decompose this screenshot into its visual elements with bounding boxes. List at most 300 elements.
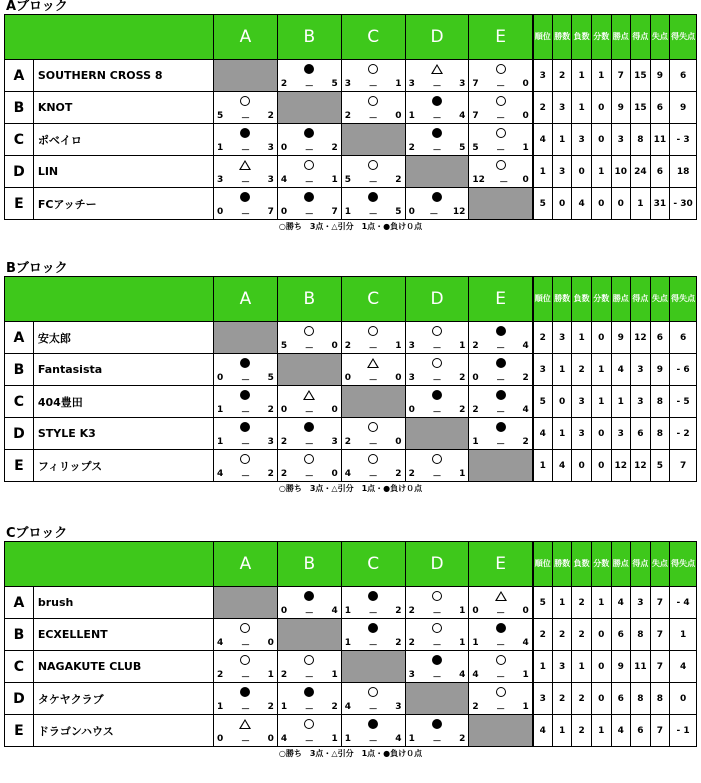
goals-against: 1 xyxy=(395,79,402,89)
header-corner xyxy=(5,542,214,587)
match-result-cell xyxy=(405,124,469,156)
score-dash: － xyxy=(368,114,378,124)
match-result-cell xyxy=(277,587,341,619)
result-mark xyxy=(278,61,341,77)
header-row xyxy=(5,542,697,587)
column-header-e: E xyxy=(469,277,533,322)
win-circle-icon xyxy=(496,655,506,665)
score-dash: － xyxy=(432,376,442,386)
self-match-cell xyxy=(341,124,405,156)
result-mark xyxy=(469,125,531,141)
header-corner xyxy=(5,15,214,60)
result-mark xyxy=(278,387,341,403)
goals-for: 7 xyxy=(472,79,479,89)
result-mark xyxy=(214,684,277,700)
win-circle-icon xyxy=(240,454,250,464)
goals-against: 0 xyxy=(267,638,274,648)
stat-value: 6 xyxy=(611,683,631,715)
stat-value: - 2 xyxy=(670,418,697,450)
goals-for: 3 xyxy=(408,670,415,680)
stat-value: 2 xyxy=(552,683,572,715)
team-row xyxy=(5,418,697,450)
stat-value: 24 xyxy=(631,156,651,188)
result-mark xyxy=(469,323,531,339)
stat-value: - 6 xyxy=(670,354,697,386)
score-dash: － xyxy=(499,178,509,188)
score xyxy=(472,405,528,416)
stat-value: 2 xyxy=(572,619,592,651)
score-dash: － xyxy=(496,440,506,450)
win-circle-icon xyxy=(368,687,378,697)
match-result-cell xyxy=(214,156,278,188)
score xyxy=(345,207,402,218)
goals-against: 2 xyxy=(267,702,274,712)
score xyxy=(281,606,338,617)
score-dash: － xyxy=(240,114,250,124)
score xyxy=(409,469,466,480)
match-result-cell xyxy=(405,619,469,651)
goals-against: 3 xyxy=(267,175,274,185)
score xyxy=(217,670,274,681)
match-result-cell xyxy=(469,619,533,651)
goals-against: 0 xyxy=(395,111,402,121)
goals-for: 2 xyxy=(408,606,415,616)
stat-value: - 30 xyxy=(670,188,697,220)
stat-value: 15 xyxy=(631,60,651,92)
stat-header-label: 失点 xyxy=(651,559,668,568)
match-result-cell xyxy=(277,386,341,418)
goals-against: 3 xyxy=(459,79,466,89)
score xyxy=(472,143,528,154)
stat-value: 1 xyxy=(670,619,697,651)
match-result-cell xyxy=(341,587,405,619)
stat-header-label: 勝点 xyxy=(612,294,629,303)
win-circle-icon xyxy=(368,326,378,336)
goals-for: 0 xyxy=(280,606,288,616)
goals-for: 0 xyxy=(217,373,224,383)
goals-against: 1 xyxy=(459,469,466,479)
goals-against: 7 xyxy=(267,207,274,217)
score-dash: － xyxy=(304,737,314,747)
stat-value: 5 xyxy=(650,450,670,482)
stat-value: 3 xyxy=(552,92,572,124)
goals-for: 3 xyxy=(408,79,415,89)
column-header-a: A xyxy=(214,15,278,60)
stat-header xyxy=(591,15,611,60)
match-result-cell xyxy=(214,715,278,747)
stat-value: 4 xyxy=(670,651,697,683)
score xyxy=(217,469,274,480)
stat-value: 3 xyxy=(572,418,592,450)
win-circle-icon xyxy=(496,128,506,138)
result-mark xyxy=(342,588,405,604)
loss-dot-icon xyxy=(368,192,378,202)
stat-header-label: 順位 xyxy=(534,294,551,303)
goals-against: 2 xyxy=(395,606,402,616)
score-dash: － xyxy=(432,408,442,418)
self-match-cell xyxy=(277,619,341,651)
row-label: E xyxy=(5,450,34,482)
result-mark xyxy=(278,125,341,141)
stat-value: 1 xyxy=(552,418,572,450)
score xyxy=(345,79,402,90)
score-dash: － xyxy=(368,376,378,386)
stat-header-label: 勝数 xyxy=(554,559,571,568)
goals-for: 5 xyxy=(344,175,351,185)
score-dash: － xyxy=(432,114,442,124)
result-mark xyxy=(214,125,277,141)
score-dash: － xyxy=(432,82,442,92)
score-dash: － xyxy=(240,705,250,715)
score xyxy=(472,606,528,617)
goals-against: 2 xyxy=(331,143,338,153)
stat-value: 1 xyxy=(572,92,592,124)
goals-against: 4 xyxy=(331,606,338,616)
win-circle-icon xyxy=(432,454,442,464)
stat-value: 2 xyxy=(533,92,553,124)
result-mark xyxy=(278,652,341,668)
stat-value: 9 xyxy=(611,651,631,683)
score xyxy=(281,341,338,352)
result-mark xyxy=(469,684,531,700)
match-result-cell xyxy=(469,418,533,450)
block-2 xyxy=(4,262,697,495)
stat-value: 3 xyxy=(552,651,572,683)
result-mark xyxy=(278,189,341,205)
stat-value: 2 xyxy=(552,60,572,92)
stat-value: 2 xyxy=(572,683,592,715)
loss-dot-icon xyxy=(304,422,314,432)
loss-dot-icon xyxy=(368,719,378,729)
stat-value: 3 xyxy=(631,587,651,619)
draw-triangle-icon xyxy=(303,390,315,400)
score xyxy=(217,437,274,448)
stat-header xyxy=(650,15,670,60)
score-dash: － xyxy=(432,472,442,482)
match-result-cell xyxy=(405,386,469,418)
result-mark xyxy=(214,387,277,403)
loss-dot-icon xyxy=(368,591,378,601)
match-result-cell xyxy=(405,450,469,482)
goals-against: 2 xyxy=(395,638,402,648)
row-label: B xyxy=(5,354,34,386)
match-result-cell xyxy=(277,60,341,92)
score-dash: － xyxy=(240,146,250,156)
stat-value: 0 xyxy=(670,683,697,715)
stat-header-label: 得点 xyxy=(632,32,649,41)
goals-against: 1 xyxy=(522,670,529,680)
stat-value: 0 xyxy=(591,322,611,354)
goals-for: 3 xyxy=(408,341,415,351)
score-dash: － xyxy=(496,146,506,156)
match-result-cell xyxy=(341,683,405,715)
match-result-cell xyxy=(405,60,469,92)
goals-for: 5 xyxy=(472,143,479,153)
stat-value: 7 xyxy=(650,715,670,747)
stat-header xyxy=(572,542,592,587)
stat-value: 9 xyxy=(611,92,631,124)
score xyxy=(281,437,338,448)
goals-for: 4 xyxy=(344,702,351,712)
score xyxy=(281,405,338,416)
team-name: LIN xyxy=(33,156,213,188)
stat-value: 9 xyxy=(650,60,670,92)
score-dash: － xyxy=(240,376,250,386)
score-dash: － xyxy=(304,705,314,715)
score xyxy=(472,670,528,681)
stat-value: 2 xyxy=(552,619,572,651)
goals-against: 0 xyxy=(331,341,338,351)
stat-header xyxy=(650,277,670,322)
loss-dot-icon xyxy=(432,96,442,106)
stat-value: 1 xyxy=(552,715,572,747)
score xyxy=(345,606,402,617)
stat-value: 6 xyxy=(611,619,631,651)
score-dash: － xyxy=(368,705,378,715)
column-header-e: E xyxy=(469,542,533,587)
goals-against: 2 xyxy=(267,111,274,121)
score xyxy=(217,111,274,122)
score-dash: － xyxy=(304,146,314,156)
score xyxy=(472,175,528,186)
draw-triangle-icon xyxy=(239,160,251,170)
stat-value: 18 xyxy=(670,156,697,188)
draw-triangle-icon xyxy=(239,719,251,729)
result-mark xyxy=(406,620,469,636)
result-mark xyxy=(469,387,531,403)
goals-against: 1 xyxy=(522,702,529,712)
match-result-cell xyxy=(214,386,278,418)
stat-value: 1 xyxy=(533,156,553,188)
stat-value: - 4 xyxy=(670,587,697,619)
stat-value: 3 xyxy=(611,418,631,450)
goals-against: 1 xyxy=(522,143,529,153)
goals-for: 2 xyxy=(408,469,415,479)
score-dash: － xyxy=(429,210,439,220)
stat-header-label: 順位 xyxy=(534,32,551,41)
win-circle-icon xyxy=(432,326,442,336)
block-1 xyxy=(4,0,697,233)
loss-dot-icon xyxy=(304,64,314,74)
score xyxy=(472,702,528,713)
stat-value: 12 xyxy=(631,450,651,482)
match-result-cell xyxy=(405,92,469,124)
header-corner xyxy=(5,277,214,322)
score-dash: － xyxy=(496,82,506,92)
match-result-cell xyxy=(469,124,533,156)
stat-value: 1 xyxy=(591,715,611,747)
stat-value: - 5 xyxy=(670,386,697,418)
stat-header-label: 順位 xyxy=(534,559,551,568)
match-result-cell xyxy=(341,619,405,651)
stat-value: 0 xyxy=(552,188,572,220)
match-result-cell xyxy=(214,354,278,386)
goals-for: 0 xyxy=(472,373,479,383)
column-header-b: B xyxy=(277,277,341,322)
stat-header xyxy=(631,15,651,60)
win-circle-icon xyxy=(240,96,250,106)
team-name: FCアッチー xyxy=(33,188,213,220)
stat-value: 4 xyxy=(552,450,572,482)
row-label: E xyxy=(5,715,34,747)
loss-dot-icon xyxy=(368,623,378,633)
score-dash: － xyxy=(496,408,506,418)
stat-value: 1 xyxy=(591,60,611,92)
goals-against: 2 xyxy=(459,734,466,744)
self-match-cell xyxy=(277,92,341,124)
goals-for: 2 xyxy=(472,405,479,415)
score xyxy=(409,207,466,218)
stat-value: 2 xyxy=(572,587,592,619)
match-result-cell xyxy=(469,683,533,715)
stat-value: 0 xyxy=(572,450,592,482)
goals-against: 4 xyxy=(522,638,529,648)
draw-triangle-icon xyxy=(431,64,443,74)
stat-value: 0 xyxy=(572,156,592,188)
win-circle-icon xyxy=(368,96,378,106)
result-mark xyxy=(342,189,405,205)
self-match-cell xyxy=(214,322,278,354)
stat-value: 8 xyxy=(631,619,651,651)
score-dash: － xyxy=(304,82,314,92)
stat-value: 7 xyxy=(650,651,670,683)
goals-against: 0 xyxy=(395,437,402,447)
loss-dot-icon xyxy=(432,128,442,138)
stat-value: 3 xyxy=(572,386,592,418)
goals-for: 0 xyxy=(217,207,224,217)
stat-header-label: 得失点 xyxy=(671,559,696,568)
stat-value: 1 xyxy=(552,354,572,386)
score xyxy=(281,175,338,186)
result-legend: ○勝ち 3点・△引分 1点・●負け０点 xyxy=(278,222,423,231)
block-title: Aブロック xyxy=(6,0,68,14)
match-result-cell xyxy=(469,60,533,92)
team-row xyxy=(5,354,697,386)
stat-value: 3 xyxy=(533,683,553,715)
stat-value: 6 xyxy=(650,322,670,354)
result-mark xyxy=(469,355,531,371)
goals-against: 2 xyxy=(267,405,274,415)
standings-table xyxy=(4,276,697,482)
team-row xyxy=(5,683,697,715)
stat-header-label: 分数 xyxy=(593,559,610,568)
self-match-cell xyxy=(405,418,469,450)
result-mark xyxy=(406,716,469,732)
goals-against: 5 xyxy=(267,373,274,383)
score xyxy=(472,373,528,384)
result-mark xyxy=(469,93,531,109)
goals-against: 0 xyxy=(331,469,338,479)
stat-value: 1 xyxy=(611,386,631,418)
result-mark xyxy=(214,652,277,668)
goals-for: 0 xyxy=(217,734,224,744)
match-result-cell xyxy=(405,322,469,354)
result-mark xyxy=(469,652,531,668)
stat-value: 9 xyxy=(670,92,697,124)
stat-header-label: 負数 xyxy=(573,294,590,303)
match-result-cell xyxy=(341,156,405,188)
stat-value: 3 xyxy=(533,354,553,386)
stat-value: 4 xyxy=(533,715,553,747)
self-match-cell xyxy=(469,450,533,482)
win-circle-icon xyxy=(304,655,314,665)
loss-dot-icon xyxy=(496,326,506,336)
stat-header xyxy=(533,542,553,587)
stat-header-label: 勝点 xyxy=(612,32,629,41)
match-result-cell xyxy=(341,418,405,450)
result-mark xyxy=(406,61,469,77)
stat-value: 3 xyxy=(631,354,651,386)
score xyxy=(472,437,528,448)
team-row xyxy=(5,715,697,747)
score-dash: － xyxy=(496,114,506,124)
column-header-a: A xyxy=(214,277,278,322)
match-result-cell xyxy=(469,92,533,124)
score-dash: － xyxy=(368,178,378,188)
team-row xyxy=(5,322,697,354)
score xyxy=(472,638,528,649)
stat-value: 8 xyxy=(631,124,651,156)
win-circle-icon xyxy=(368,64,378,74)
stat-value: 4 xyxy=(533,124,553,156)
loss-dot-icon xyxy=(240,390,250,400)
score-dash: － xyxy=(368,472,378,482)
stat-value: 1 xyxy=(552,124,572,156)
match-result-cell xyxy=(341,188,405,220)
goals-for: 2 xyxy=(408,143,415,153)
stat-header xyxy=(552,277,572,322)
match-result-cell xyxy=(277,651,341,683)
goals-against: 1 xyxy=(459,341,466,351)
score-dash: － xyxy=(368,440,378,450)
column-header-a: A xyxy=(214,542,278,587)
match-result-cell xyxy=(341,354,405,386)
score-dash: － xyxy=(368,82,378,92)
stat-header-label: 分数 xyxy=(593,294,610,303)
stat-value: 1 xyxy=(572,322,592,354)
score xyxy=(409,111,466,122)
stat-header-label: 得点 xyxy=(632,559,649,568)
goals-for: 0 xyxy=(280,143,288,153)
match-result-cell xyxy=(469,651,533,683)
team-name: Fantasista xyxy=(33,354,213,386)
match-result-cell xyxy=(341,322,405,354)
goals-for: 0 xyxy=(408,405,415,415)
goals-against: 4 xyxy=(459,670,466,680)
stat-value: 1 xyxy=(533,450,553,482)
goals-against: 5 xyxy=(395,207,402,217)
score xyxy=(281,143,338,154)
score-dash: － xyxy=(496,705,506,715)
match-result-cell xyxy=(469,587,533,619)
match-result-cell xyxy=(214,683,278,715)
stat-value: 8 xyxy=(650,418,670,450)
goals-for: 1 xyxy=(217,405,224,415)
row-label: C xyxy=(5,124,34,156)
match-result-cell xyxy=(277,188,341,220)
loss-dot-icon xyxy=(496,358,506,368)
score-dash: － xyxy=(496,641,506,651)
win-circle-icon xyxy=(368,160,378,170)
goals-for: 4 xyxy=(344,469,351,479)
result-mark xyxy=(278,323,341,339)
score xyxy=(217,638,274,649)
stat-value: 0 xyxy=(591,92,611,124)
goals-against: 0 xyxy=(522,79,529,89)
stat-value: 0 xyxy=(591,418,611,450)
goals-for: 1 xyxy=(344,207,351,217)
win-circle-icon xyxy=(240,623,250,633)
